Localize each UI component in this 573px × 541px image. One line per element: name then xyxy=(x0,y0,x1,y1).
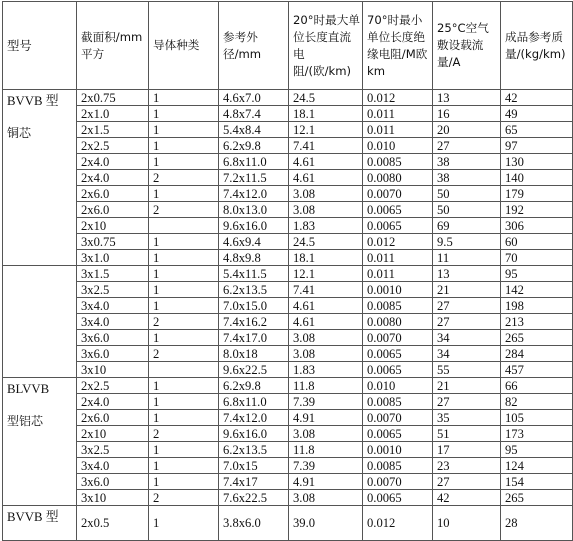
cell-ampacity: 10 xyxy=(433,506,501,541)
cell-dc-resistance: 4.61 xyxy=(289,314,363,330)
cell-section: 3x0.75 xyxy=(77,234,149,250)
cell-weight: 49 xyxy=(501,106,573,122)
cell-conductor-type: 1 xyxy=(149,394,219,410)
cell-weight: 265 xyxy=(501,330,573,346)
cell-insulation-resistance: 0.0070 xyxy=(363,186,433,202)
cell-weight: 284 xyxy=(501,346,573,362)
cell-ampacity: 38 xyxy=(433,154,501,170)
cell-conductor-type: 1 xyxy=(149,266,219,282)
cell-ampacity: 11 xyxy=(433,250,501,266)
cell-weight: 82 xyxy=(501,394,573,410)
cell-insulation-resistance: 0.011 xyxy=(363,122,433,138)
cell-weight: 192 xyxy=(501,202,573,218)
cell-conductor-type: 1 xyxy=(149,234,219,250)
cell-dc-resistance: 1.83 xyxy=(289,362,363,378)
cell-dc-resistance: 39.0 xyxy=(289,506,363,541)
cell-weight: 154 xyxy=(501,474,573,490)
cell-dc-resistance: 4.61 xyxy=(289,298,363,314)
cell-outer-diameter: 9.6x22.5 xyxy=(219,362,289,378)
table-row xyxy=(3,490,573,506)
cell-dc-resistance: 18.1 xyxy=(289,250,363,266)
cell-conductor-type: 1 xyxy=(149,250,219,266)
table-row xyxy=(3,298,573,314)
cell-section: 3x4.0 xyxy=(77,298,149,314)
model-name: BVVB 型 xyxy=(7,94,59,108)
cell-conductor-type: 2 xyxy=(149,346,219,362)
cell-conductor-type: 1 xyxy=(149,506,219,541)
cell-dc-resistance: 3.08 xyxy=(289,490,363,506)
cell-weight: 173 xyxy=(501,426,573,442)
cell-section: 2x4.0 xyxy=(77,394,149,410)
cell-ampacity: 69 xyxy=(433,218,501,234)
cell-conductor-type: 1 xyxy=(149,106,219,122)
cell-conductor-type: 1 xyxy=(149,90,219,106)
cell-insulation-resistance: 0.0065 xyxy=(363,202,433,218)
cell-insulation-resistance: 0.0080 xyxy=(363,170,433,186)
cell-conductor-type: 1 xyxy=(149,458,219,474)
cell-insulation-resistance: 0.0070 xyxy=(363,330,433,346)
cell-ampacity: 13 xyxy=(433,90,501,106)
cell-insulation-resistance: 0.0070 xyxy=(363,410,433,426)
header-ampacity: 25°C空气敷设载流量/A xyxy=(433,2,501,90)
cell-section: 3x10 xyxy=(77,490,149,506)
cell-outer-diameter: 7.2x11.5 xyxy=(219,170,289,186)
cell-conductor-type: 2 xyxy=(149,314,219,330)
cell-ampacity: 13 xyxy=(433,266,501,282)
cell-outer-diameter: 7.0x15.0 xyxy=(219,298,289,314)
cell-ampacity: 21 xyxy=(433,378,501,394)
cell-insulation-resistance: 0.012 xyxy=(363,506,433,541)
cell-insulation-resistance: 0.0010 xyxy=(363,282,433,298)
header-section: 截面积/mm平方 xyxy=(77,2,149,90)
cell-weight: 95 xyxy=(501,266,573,282)
cell-outer-diameter: 4.8x7.4 xyxy=(219,106,289,122)
cell-weight: 179 xyxy=(501,186,573,202)
cell-section: 2x6.0 xyxy=(77,202,149,218)
cell-dc-resistance: 4.91 xyxy=(289,410,363,426)
cell-conductor-type: 2 xyxy=(149,426,219,442)
cell-dc-resistance: 24.5 xyxy=(289,234,363,250)
cell-weight: 140 xyxy=(501,170,573,186)
cell-section: 3x2.5 xyxy=(77,282,149,298)
cell-conductor-type: 1 xyxy=(149,378,219,394)
cell-outer-diameter: 5.4x8.4 xyxy=(219,122,289,138)
cell-outer-diameter: 6.2x13.5 xyxy=(219,442,289,458)
cell-conductor-type: 1 xyxy=(149,330,219,346)
cell-section: 2x1.5 xyxy=(77,122,149,138)
cell-outer-diameter: 6.8x11.0 xyxy=(219,154,289,170)
cell-conductor-type: 1 xyxy=(149,474,219,490)
cell-insulation-resistance: 0.011 xyxy=(363,106,433,122)
cell-outer-diameter: 7.0x15 xyxy=(219,458,289,474)
cell-outer-diameter: 9.6x16.0 xyxy=(219,218,289,234)
cell-section: 3x6.0 xyxy=(77,346,149,362)
header-outer-diameter: 参考外径/mm xyxy=(219,2,289,90)
cell-insulation-resistance: 0.011 xyxy=(363,250,433,266)
header-weight: 成品参考质量/(kg/km) xyxy=(501,2,573,90)
cell-conductor-type: 1 xyxy=(149,298,219,314)
cell-insulation-resistance: 0.0065 xyxy=(363,346,433,362)
cell-outer-diameter: 7.4x17.0 xyxy=(219,330,289,346)
cell-outer-diameter: 7.4x12.0 xyxy=(219,186,289,202)
cell-conductor-type: 2 xyxy=(149,202,219,218)
cell-weight: 130 xyxy=(501,154,573,170)
table-row xyxy=(3,346,573,362)
cell-outer-diameter: 6.2x9.8 xyxy=(219,138,289,154)
cell-weight: 42 xyxy=(501,90,573,106)
cell-insulation-resistance: 0.012 xyxy=(363,234,433,250)
table-row xyxy=(3,426,573,442)
cell-ampacity: 16 xyxy=(433,106,501,122)
cell-dc-resistance: 4.91 xyxy=(289,474,363,490)
cell-weight: 70 xyxy=(501,250,573,266)
header-model: 型号 xyxy=(3,2,77,90)
table-row xyxy=(3,122,573,138)
cell-dc-resistance: 3.08 xyxy=(289,186,363,202)
cell-section: 2x0.75 xyxy=(77,90,149,106)
cell-weight: 60 xyxy=(501,234,573,250)
cell-outer-diameter: 7.4x12.0 xyxy=(219,410,289,426)
model-material: 铜芯 xyxy=(7,126,32,140)
cell-dc-resistance: 24.5 xyxy=(289,90,363,106)
cell-weight: 95 xyxy=(501,442,573,458)
cell-dc-resistance: 3.08 xyxy=(289,330,363,346)
cell-section: 2x10 xyxy=(77,218,149,234)
cell-ampacity: 50 xyxy=(433,186,501,202)
cell-conductor-type: 1 xyxy=(149,154,219,170)
cell-insulation-resistance: 0.0010 xyxy=(363,442,433,458)
cell-conductor-type: 1 xyxy=(149,186,219,202)
header-conductor-type: 导体种类 xyxy=(149,2,219,90)
table-row xyxy=(3,314,573,330)
table-row xyxy=(3,362,573,378)
cell-section: 2x1.0 xyxy=(77,106,149,122)
cell-conductor-type: 2 xyxy=(149,170,219,186)
cell-section: 2x4.0 xyxy=(77,170,149,186)
cell-insulation-resistance: 0.0065 xyxy=(363,362,433,378)
table-row xyxy=(3,154,573,170)
table-row xyxy=(3,170,573,186)
cell-outer-diameter: 7.6x22.5 xyxy=(219,490,289,506)
cell-outer-diameter: 4.8x9.8 xyxy=(219,250,289,266)
model-cell xyxy=(3,378,77,506)
cell-dc-resistance: 7.41 xyxy=(289,138,363,154)
cell-conductor-type: 1 xyxy=(149,282,219,298)
cell-insulation-resistance: 0.0065 xyxy=(363,218,433,234)
cell-ampacity: 38 xyxy=(433,170,501,186)
cell-section: 2x6.0 xyxy=(77,186,149,202)
table-row xyxy=(3,474,573,490)
cell-ampacity: 55 xyxy=(433,362,501,378)
cell-weight: 105 xyxy=(501,410,573,426)
cell-weight: 65 xyxy=(501,122,573,138)
cell-weight: 28 xyxy=(501,506,573,541)
cell-dc-resistance: 12.1 xyxy=(289,266,363,282)
cell-weight: 124 xyxy=(501,458,573,474)
cell-section: 3x1.0 xyxy=(77,250,149,266)
cell-weight: 97 xyxy=(501,138,573,154)
table-row xyxy=(3,378,573,394)
header-dc-resistance: 20°时最大单位长度直流电阻/(欧/km) xyxy=(289,2,363,90)
model-cell xyxy=(3,266,77,378)
table-row xyxy=(3,394,573,410)
table-row xyxy=(3,458,573,474)
cell-insulation-resistance: 0.010 xyxy=(363,378,433,394)
cell-weight: 142 xyxy=(501,282,573,298)
cell-ampacity: 27 xyxy=(433,394,501,410)
cell-dc-resistance: 3.08 xyxy=(289,202,363,218)
table-row xyxy=(3,282,573,298)
cell-insulation-resistance: 0.0070 xyxy=(363,474,433,490)
table-row xyxy=(3,234,573,250)
cell-dc-resistance: 1.83 xyxy=(289,218,363,234)
cell-dc-resistance: 3.08 xyxy=(289,426,363,442)
cable-spec-table xyxy=(2,1,573,541)
cell-section: 3x1.5 xyxy=(77,266,149,282)
cell-outer-diameter: 8.0x18 xyxy=(219,346,289,362)
cell-outer-diameter: 7.4x16.2 xyxy=(219,314,289,330)
table-row xyxy=(3,330,573,346)
cell-ampacity: 35 xyxy=(433,410,501,426)
cell-weight: 306 xyxy=(501,218,573,234)
cell-section: 3x2.5 xyxy=(77,442,149,458)
cell-ampacity: 17 xyxy=(433,442,501,458)
cell-insulation-resistance: 0.0085 xyxy=(363,154,433,170)
cell-insulation-resistance: 0.010 xyxy=(363,138,433,154)
cell-outer-diameter: 8.0x13.0 xyxy=(219,202,289,218)
cell-outer-diameter: 4.6x9.4 xyxy=(219,234,289,250)
cell-insulation-resistance: 0.0065 xyxy=(363,490,433,506)
cell-ampacity: 27 xyxy=(433,298,501,314)
cell-section: 3x4.0 xyxy=(77,458,149,474)
cell-dc-resistance: 4.61 xyxy=(289,170,363,186)
cell-section: 2x6.0 xyxy=(77,410,149,426)
cell-conductor-type: 1 xyxy=(149,138,219,154)
cell-dc-resistance: 3.08 xyxy=(289,346,363,362)
cell-ampacity: 23 xyxy=(433,458,501,474)
cell-outer-diameter: 6.2x13.5 xyxy=(219,282,289,298)
table-row xyxy=(3,506,573,541)
table-row xyxy=(3,218,573,234)
cell-weight: 265 xyxy=(501,490,573,506)
cell-dc-resistance: 7.39 xyxy=(289,458,363,474)
cell-weight: 457 xyxy=(501,362,573,378)
cell-dc-resistance: 7.41 xyxy=(289,282,363,298)
cell-weight: 198 xyxy=(501,298,573,314)
cell-dc-resistance: 18.1 xyxy=(289,106,363,122)
cell-section: 2x2.5 xyxy=(77,138,149,154)
model-cell xyxy=(3,506,77,541)
table-row xyxy=(3,410,573,426)
cell-section: 3x4.0 xyxy=(77,314,149,330)
model-name: BVVB 型 xyxy=(7,510,59,524)
cell-insulation-resistance: 0.0085 xyxy=(363,458,433,474)
header-row xyxy=(3,2,573,90)
cell-insulation-resistance: 0.012 xyxy=(363,90,433,106)
cell-conductor-type: 2 xyxy=(149,490,219,506)
table-row xyxy=(3,202,573,218)
cell-insulation-resistance: 0.0080 xyxy=(363,314,433,330)
cell-outer-diameter: 6.2x9.8 xyxy=(219,378,289,394)
cell-outer-diameter: 5.4x11.5 xyxy=(219,266,289,282)
cell-dc-resistance: 12.1 xyxy=(289,122,363,138)
cell-weight: 66 xyxy=(501,378,573,394)
cell-ampacity: 9.5 xyxy=(433,234,501,250)
cell-ampacity: 42 xyxy=(433,490,501,506)
cell-conductor-type: 1 xyxy=(149,122,219,138)
cell-conductor-type xyxy=(149,362,219,378)
table-row xyxy=(3,442,573,458)
cell-ampacity: 34 xyxy=(433,330,501,346)
cell-ampacity: 27 xyxy=(433,138,501,154)
cell-insulation-resistance: 0.011 xyxy=(363,266,433,282)
cell-outer-diameter: 3.8x6.0 xyxy=(219,506,289,541)
cell-ampacity: 34 xyxy=(433,346,501,362)
cell-insulation-resistance: 0.0085 xyxy=(363,394,433,410)
cell-ampacity: 50 xyxy=(433,202,501,218)
cell-dc-resistance: 4.61 xyxy=(289,154,363,170)
cell-section: 2x0.5 xyxy=(77,506,149,541)
table-row xyxy=(3,106,573,122)
cell-insulation-resistance: 0.0085 xyxy=(363,298,433,314)
model-name: BLVVB xyxy=(7,382,50,396)
cell-conductor-type: 1 xyxy=(149,442,219,458)
cell-conductor-type: 1 xyxy=(149,410,219,426)
model-cell xyxy=(3,90,77,266)
cell-insulation-resistance: 0.0065 xyxy=(363,426,433,442)
cell-dc-resistance: 11.8 xyxy=(289,442,363,458)
table-row xyxy=(3,90,573,106)
cell-conductor-type xyxy=(149,218,219,234)
cell-dc-resistance: 7.39 xyxy=(289,394,363,410)
cell-outer-diameter: 7.4x17 xyxy=(219,474,289,490)
cell-dc-resistance: 11.8 xyxy=(289,378,363,394)
cell-section: 3x10 xyxy=(77,362,149,378)
cell-section: 2x10 xyxy=(77,426,149,442)
header-insulation-resistance: 70°时最小单位长度绝缘电阻/M欧km xyxy=(363,2,433,90)
cell-section: 2x4.0 xyxy=(77,154,149,170)
table-row xyxy=(3,138,573,154)
cell-ampacity: 20 xyxy=(433,122,501,138)
table-row xyxy=(3,266,573,282)
cell-ampacity: 21 xyxy=(433,282,501,298)
cell-ampacity: 27 xyxy=(433,314,501,330)
cell-ampacity: 51 xyxy=(433,426,501,442)
cell-outer-diameter: 4.6x7.0 xyxy=(219,90,289,106)
cell-ampacity: 27 xyxy=(433,474,501,490)
table-row xyxy=(3,186,573,202)
table-row xyxy=(3,250,573,266)
cell-section: 3x6.0 xyxy=(77,474,149,490)
cell-outer-diameter: 6.8x11.0 xyxy=(219,394,289,410)
cell-outer-diameter: 9.6x16.0 xyxy=(219,426,289,442)
cell-weight: 213 xyxy=(501,314,573,330)
cell-section: 2x2.5 xyxy=(77,378,149,394)
model-material: 型铝芯 xyxy=(7,414,44,428)
cell-section: 3x6.0 xyxy=(77,330,149,346)
